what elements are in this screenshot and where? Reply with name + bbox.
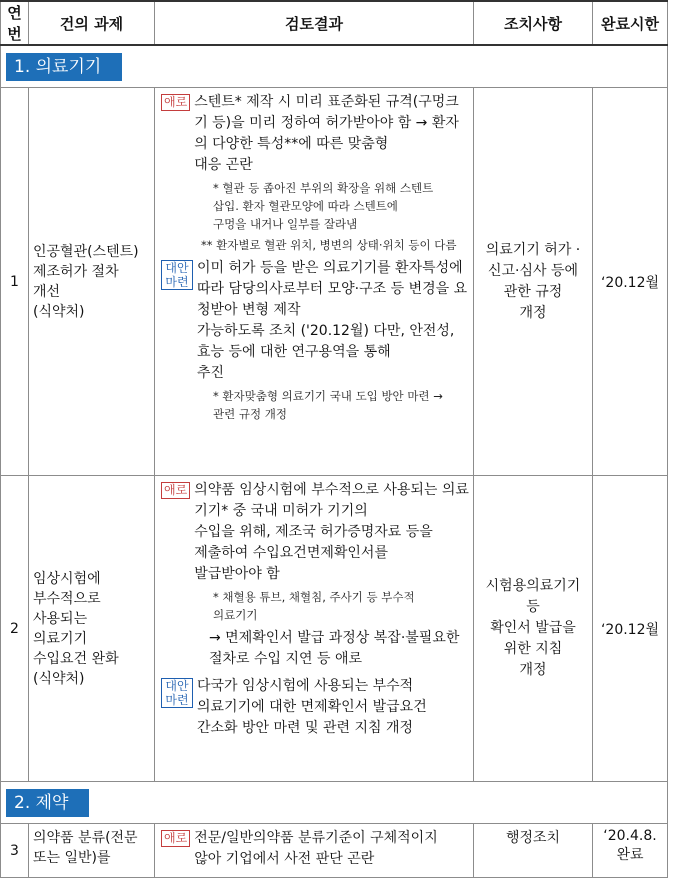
- review-cell: [155, 824, 474, 878]
- plan-text: 이미 허가 등을 받은 의료기기를 환자특성에 따라 담당의사로부터 모양·구조 등 변경을 요청받아 변형 제작 가능하도록 조치 ('20.12월) 다만, 안전성, 효능 등에 대한 연구용역을 통해 추진: [197, 260, 468, 381]
- table-row: [1, 476, 668, 782]
- section-title: 1. 의료기기: [6, 53, 122, 81]
- header-done: 완료시한: [593, 1, 668, 45]
- issue-note: * 혈관 등 좁아진 부위의 확장을 위해 스텐트 삽입. 환자 혈관모양에 따라 스텐트에 구멍을 내거나 일부를 잘라냄: [213, 181, 434, 231]
- action-cell: 의료기기 허가 · 신고·심사 등에 관한 규정 개정: [474, 88, 593, 476]
- issue-badge: 애로: [161, 482, 190, 499]
- row-number: 2: [1, 476, 29, 782]
- plan-block: [161, 676, 469, 739]
- section-row: [1, 45, 668, 88]
- task-cell: 의약품 분류(전문 또는 일반)를: [29, 824, 155, 878]
- done-cell: ‘20.12월: [593, 476, 668, 782]
- issue-arrow-text: → 면제확인서 발급 과정상 복잡·불필요한 절차로 수입 지연 등 애로: [209, 630, 460, 667]
- section-title: 2. 제약: [6, 789, 89, 817]
- row-number: 1: [1, 88, 29, 476]
- issue-text: 전문/일반의약품 분류기준이 구체적이지 않아 기업에서 사전 판단 곤란: [194, 830, 438, 867]
- done-cell: ‘20.12월: [593, 88, 668, 476]
- done-cell: ‘20.4.8. 완료: [593, 824, 668, 878]
- issue-text: 스텐트* 제작 시 미리 표준화된 규격(구멍크기 등)을 미리 정하여 허가받아야 함 → 환자의 다양한 특성**에 따른 맞춤형 대응 곤란: [194, 94, 459, 173]
- task-cell: 임상시험에 부수적으로 사용되는 의료기기 수입요건 완화 (식약처): [29, 476, 155, 782]
- table-row: [1, 88, 668, 476]
- plan-note: * 환자맞춤형 의료기기 국내 도입 방안 마련 → 관련 규정 개정: [213, 389, 443, 421]
- action-cell: 행정조치: [474, 824, 593, 878]
- task-cell: 인공혈관(스텐트) 제조허가 절차 개선 (식약처): [29, 88, 155, 476]
- header-review: 검토결과: [155, 1, 474, 45]
- header-task: 건의 과제: [29, 1, 155, 45]
- header-action: 조치사항: [474, 1, 593, 45]
- plan-text: 다국가 임상시험에 사용되는 부수적 의료기기에 대한 면제확인서 발급요건 간소화 방안 마련 및 관련 지침 개정: [197, 678, 427, 736]
- action-cell: 시험용의료기기 등 확인서 발급을 위한 지침 개정: [474, 476, 593, 782]
- issue-note: ** 환자별로 혈관 위치, 병변의 상태·위치 등이 다름: [201, 238, 457, 252]
- issue-block: [161, 480, 469, 585]
- section-row: [1, 782, 668, 824]
- issue-badge: 애로: [161, 830, 190, 847]
- issue-note: * 채혈용 튜브, 채혈침, 주사기 등 부수적 의료기기: [213, 590, 415, 622]
- review-cell: [155, 476, 474, 782]
- plan-badge: 대안 마련: [161, 260, 193, 290]
- plan-badge: 대안 마련: [161, 678, 193, 708]
- table-row: [1, 824, 668, 878]
- table-header-row: [1, 1, 668, 45]
- plan-block: [161, 258, 469, 384]
- header-no: 연번: [1, 1, 29, 45]
- issue-block: [161, 92, 469, 176]
- review-cell: [155, 88, 474, 476]
- row-number: 3: [1, 824, 29, 878]
- issue-text: 의약품 임상시험에 부수적으로 사용되는 의료기기* 중 국내 미허가 기기의 수입을 위해, 제조국 허가증명자료 등을 제출하여 수입요건면제확인서를 발급받아야 함: [194, 482, 469, 582]
- issue-block: [161, 828, 469, 870]
- issue-badge: 애로: [161, 94, 190, 111]
